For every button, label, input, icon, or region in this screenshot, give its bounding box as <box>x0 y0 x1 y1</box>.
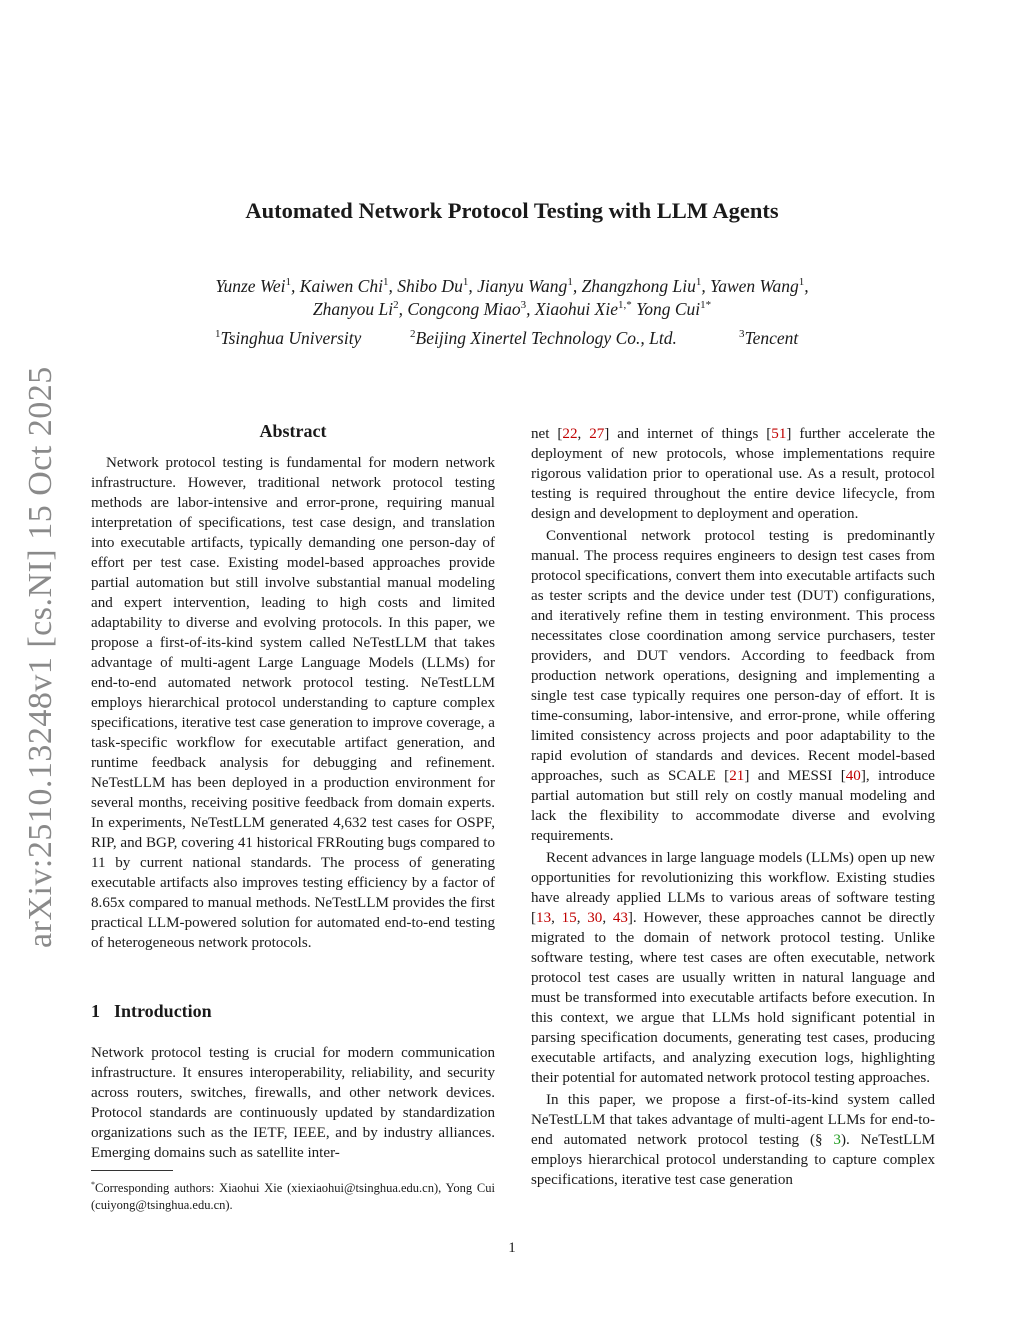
abstract-heading: Abstract <box>259 421 327 441</box>
citation-link[interactable]: 22 <box>562 426 578 442</box>
footnote-text: Corresponding authors: Xiaohui Xie (xiexiaohui@tsinghua.edu.cn), Yong Cui (cuiyong@tsinghua.edu.cn). <box>91 1181 495 1213</box>
right-column <box>531 424 935 1190</box>
author: Yawen Wang$^1$, <box>710 275 809 296</box>
paragraph: Conventional network protocol testing is predominantly manual. The process requires engineers to design test cases from protocol specifications, convert them into executable artifacts such as tester scripts and the device under test (DUT) configurations, and iteratively refine them in testing environment. This process necessitates close coordination among service purchasers, tester providers, and DUT vendors. According to feedback from production network operations, designing and implementing a single test case typically requires one person-day of effort. It is time-consuming, labor-intensive, and error-prone, while offering limited consistency across projects and poor adaptability to the rapid evolution of standards and devices. Recent model-based approaches, such as SCALE [21] and MESSI [40], introduce partial automation but still rely on costly manual modeling and lack the flexibility to accommodate diverse and evolving requirements. <box>531 528 935 844</box>
citation-link[interactable]: 21 <box>729 768 745 784</box>
citation-link[interactable]: 27 <box>589 426 605 442</box>
page-number: 1 <box>508 1240 516 1256</box>
author: Zhanyou Li$^2$, <box>312 298 408 319</box>
introduction-body <box>91 1043 495 1163</box>
author: Kaiwen Chi$^1$, <box>299 275 398 296</box>
affiliation: $^3$Tencent <box>739 328 799 348</box>
citation-link[interactable]: 51 <box>771 426 787 442</box>
paragraph: net [22, 27] and internet of things [51] further accelerate the deployment of new protocols, whose implementations require rigorous validation prior to operational use. As a result, protocol testing is required throughout the entire device lifecycle, from design and development to deployment and operation. <box>531 426 935 522</box>
section-title: Introduction <box>114 1001 212 1021</box>
author-list-line-2 <box>0 294 1024 321</box>
abstract-body <box>91 453 495 953</box>
author: Shibo Du$^1$, <box>397 275 478 296</box>
paragraph: In this paper, we propose a first-of-its-kind system called NeTestLLM that takes advantage of multi-agent LLMs for end-to-end automated network protocol testing (§ 3). NeTestLLM employs hierarchical protocol understanding to capture complex specifications, iterative test case generation <box>531 1092 935 1188</box>
section-number: 1 <box>91 1001 100 1021</box>
affiliation: $^2$Beijing Xinertel Technology Co., Ltd. <box>410 328 677 348</box>
arxiv-identifier-stamp: arXiv:2510.13248v1 [cs.NI] 15 Oct 2025 <box>22 366 59 948</box>
author: Yunze Wei$^1$, <box>215 275 300 296</box>
footnote <box>91 1176 495 1214</box>
footnote-divider <box>91 1170 173 1171</box>
author: Yong Cui$^{1*}$ <box>636 298 712 319</box>
paper-title: Automated Network Protocol Testing with LLM Agents <box>245 198 779 223</box>
paragraph: Network protocol testing is crucial for modern communication infrastructure. It ensures interoperability, reliability, and security across routers, switches, firewalls, and other network devices. Protocol standards are continuously updated by standardization organizations such as the IETF, IEEE, and by industry alliances. Emerging domains such as satellite inter- <box>91 1045 495 1161</box>
author: Congcong Miao$^3$, <box>407 298 535 319</box>
section-reference-link[interactable]: 3 <box>833 1132 841 1148</box>
author: Xiaohui Xie$^{1,*}$ <box>534 298 632 319</box>
citation-link[interactable]: 15 <box>561 910 577 926</box>
citation-link[interactable]: 13 <box>536 910 552 926</box>
abstract-text: Network protocol testing is fundamental for modern network infrastructure. However, traditional network protocol testing methods are labor-intensive and error-prone, requiring manual interpretation of specifications, test case design, and translation into executable artifacts, typically demanding one person-day of effort per test case. Existing model-based approaches provide partial automation but still involve substantial manual modeling and expert intervention, leading to high costs and limited adaptability to diverse and evolving protocols. In this paper, we propose a first-of-its-kind system called NeTestLLM that takes advantage of multi-agent Large Language Models (LLMs) for end-to-end automated network protocol testing. NeTestLLM employs hierarchical protocol understanding to capture complex specifications, iterative test case generation to improve coverage, a task-specific workflow for executable artifact generation, and runtime feedback analysis for debugging and refinement. NeTestLLM has been deployed in a production environment for several months, receiving positive feedback from domain experts. In experiments, NeTestLLM generated 4,632 test cases for OSPF, RIP, and BGP, covering 41 historical FRRouting bugs compared to 11 by current national standards. The process of generating executable artifacts also improves testing efficiency by a factor of 8.65x compared to manual methods. NeTestLLM provides the first practical LLM-powered solution for automated end-to-end testing of heterogeneous network protocols. <box>91 455 496 951</box>
section-heading-introduction <box>91 1001 212 1022</box>
affiliation: $^1$Tsinghua University <box>215 328 362 348</box>
citation-link[interactable]: 30 <box>587 910 603 926</box>
citation-link[interactable]: 40 <box>845 768 861 784</box>
paragraph: Recent advances in large language models (LLMs) open up new opportunities for revolutionizing this workflow. Existing studies have already applied LLMs to various areas of software testing [13, 15, 30, 43]. However, these approaches cannot be directly migrated to the domain of network protocol testing. Unlike software testing, where test cases are often executable, network protocol test cases are usually written in natural language and must be transformed into executable artifacts before execution. In this context, we argue that LLMs hold significant potential in parsing specification documents, generating test cases, producing executable artifacts, and analyzing execution logs, highlighting their potential for automated network protocol testing approaches. <box>531 850 936 1086</box>
author: Jianyu Wang$^1$, <box>477 275 582 296</box>
author: Zhangzhong Liu$^1$, <box>581 275 711 296</box>
footnote-mark: * <box>91 1180 95 1189</box>
citation-link[interactable]: 43 <box>612 910 628 926</box>
